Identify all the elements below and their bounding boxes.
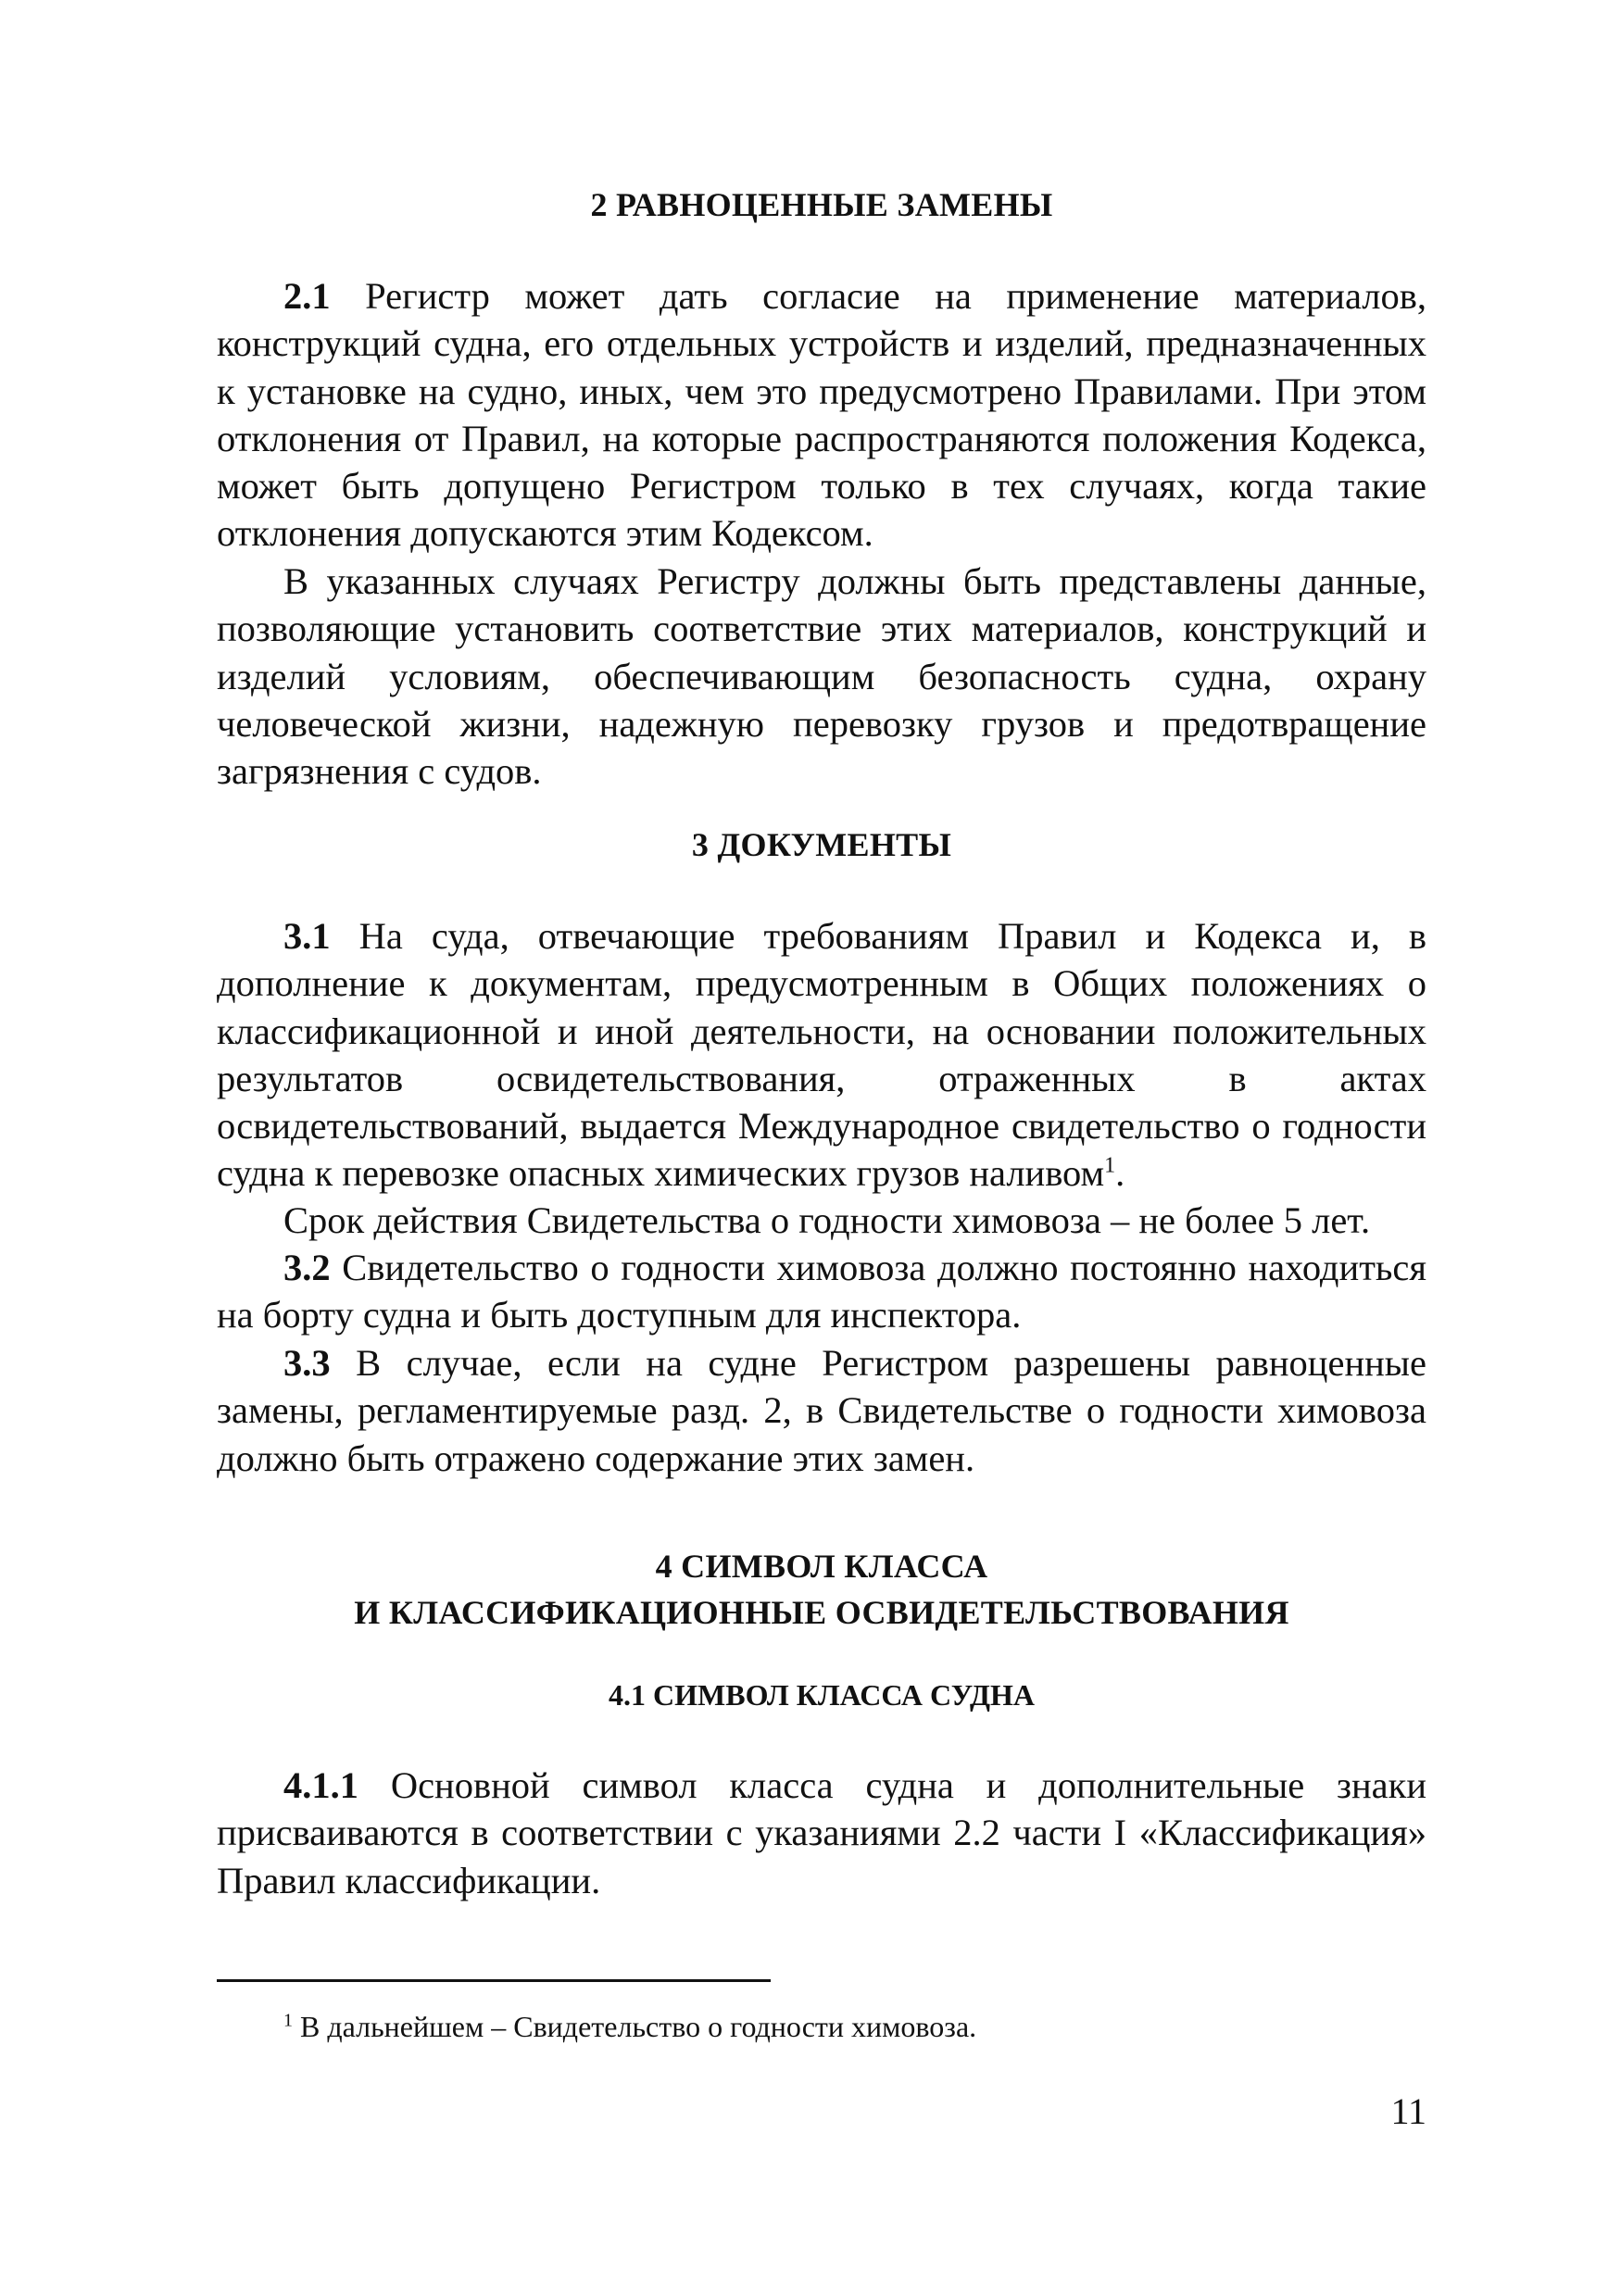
paragraph-2-1-continued: В указанных случаях Регистру должны быть представлены данные, позволяющие установить соответствие этих материалов, конструкций и изделий условиям, обеспечивающим безопасность судна, охрану человеческой жизни, надежную перевозку грузов и предотвращение загрязнения с судов. <box>217 560 1426 793</box>
section-2-heading: 2 РАВНОЦЕННЫЕ ЗАМЕНЫ <box>590 186 1053 223</box>
paragraph-text: Регистр может дать согласие на применение материалов, конструкций судна, его отдельных устройств и изделий, предназначенных к установке на судно, иных, чем это предусмотрено Правилами. При этом отклонения от Правил, на которые распространяются положения Кодекса, может быть допущено Регистром только в тех случаях, когда такие отклонения допускаются этим Кодексом. <box>217 275 1426 555</box>
document-page <box>217 0 1426 2296</box>
section-3-heading: 3 ДОКУМЕНТЫ <box>691 826 952 863</box>
paragraph-text: В случае, если на судне Регистром разрешены равноценные замены, регламентируемые разд. 2, в Свидетельстве о годности химовоза должно быть отражено содержание этих замен. <box>217 1342 1426 1479</box>
clause-number: 4.1.1 <box>283 1764 358 1806</box>
subsection-4-1-heading: 4.1 СИМВОЛ КЛАССА СУДНА <box>609 1678 1035 1712</box>
paragraph-text: Свидетельство о годности химовоза должно постоянно находиться на борту судна и быть доступным для инспектора. <box>217 1247 1426 1336</box>
paragraph-text: Основной символ класса судна и дополнительные знаки присваиваются в соответствии с указаниями 2.2 части I «Классификация» Правил классификации. <box>217 1764 1426 1901</box>
paragraph-end: . <box>1115 1152 1125 1195</box>
paragraph-2-1 <box>217 272 1426 558</box>
footnote-reference: 1 <box>1104 1153 1116 1178</box>
clause-number: 2.1 <box>283 275 331 317</box>
section-4-heading-line2: И КЛАССИФИКАЦИОННЫЕ ОСВИДЕТЕЛЬСТВОВАНИЯ <box>354 1594 1289 1631</box>
section-4-heading-line1: 4 СИМВОЛ КЛАССА <box>655 1548 988 1585</box>
paragraph-3-2 <box>217 1244 1426 1339</box>
page-number: 11 <box>1390 2090 1426 2132</box>
footnote-text: В дальнейшем – Свидетельство о годности химовоза. <box>293 2010 977 2043</box>
clause-number: 3.3 <box>283 1342 331 1384</box>
footnote <box>283 2008 976 2045</box>
paragraph-3-3 <box>217 1339 1426 1482</box>
paragraph-3-1-validity: Срок действия Свидетельства о годности химовоза – не более 5 лет. <box>283 1199 1371 1241</box>
paragraph-3-1 <box>217 912 1426 1198</box>
paragraph-text: На суда, отвечающие требованиям Правил и Кодекса и, в дополнение к документам, предусмотренным в Общих положениях о классификационной и иной деятельности, на основании положительных результатов освидетельствования, отраженных в актах освидетельствований, выдается Международное свидетельство о годности судна к перевозке опасных химических грузов наливом <box>217 915 1426 1195</box>
clause-number: 3.2 <box>283 1247 331 1288</box>
clause-number: 3.1 <box>283 915 331 957</box>
paragraph-4-1-1 <box>217 1762 1426 1904</box>
footnote-marker: 1 <box>283 2010 293 2031</box>
footnote-separator <box>217 1979 771 1982</box>
